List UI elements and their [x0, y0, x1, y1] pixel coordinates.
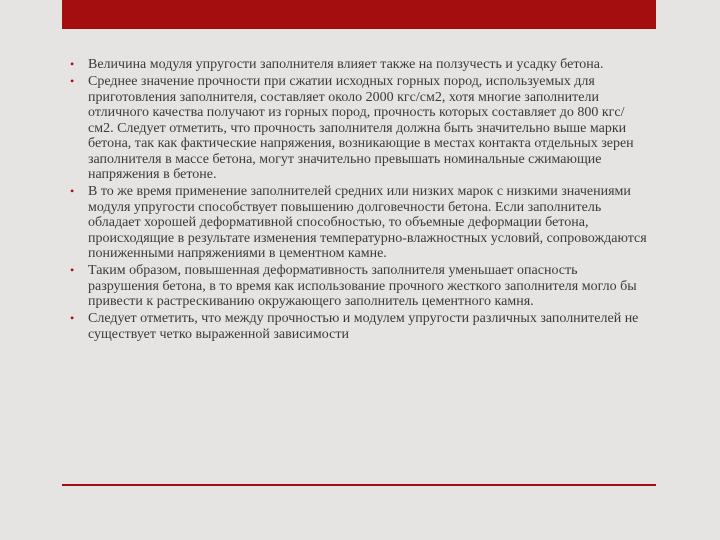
bullet-icon: • — [70, 57, 75, 71]
bullet-icon: • — [70, 311, 75, 325]
bullet-list — [70, 57, 648, 342]
bullet-item — [70, 263, 648, 310]
bullet-icon: • — [70, 184, 75, 198]
top-accent-bar — [62, 0, 656, 29]
bottom-divider — [62, 484, 656, 486]
bullet-item — [70, 57, 648, 73]
bullet-item — [70, 74, 648, 183]
bullet-text: Следует отметить, что между прочностью и модулем упругости различных заполнителей не существует четко выраженной зависимости — [88, 311, 639, 342]
bullet-text: Среднее значение прочности при сжатии исходных горных пород, используемых для приготовления заполнителя, составляет около 2000 кгс/см2, хотя многие заполнители отличного качества получают из горных пород, прочность которых составляет до 800 кгс/см2. Следует отметить, что прочность заполнителя должна быть значительно выше марки бетона, так как фактические напряжения, возникающие в местах контакта отдельных зерен заполнителя в массе бетона, могут значительно превышать номинальные сжимающие напряжения в бетоне. — [88, 74, 634, 182]
bullet-icon: • — [70, 74, 75, 88]
bullet-text: Таким образом, повышенная деформативность заполнителя уменьшает опасность разрушения бетона, в то время как использование прочного жесткого заполнителя могло бы привести к растрескиванию окружающего заполнитель цементного камня. — [88, 263, 637, 309]
bullet-icon: • — [70, 263, 75, 277]
slide-content — [70, 57, 648, 344]
bullet-text: Величина модуля упругости заполнителя влияет также на ползучесть и усадку бетона. — [88, 57, 604, 72]
bullet-item — [70, 311, 648, 342]
bullet-text: В то же время применение заполнителей средних или низких марок с низкими значениями модуля упругости способствует повышению долговечности бетона. Если заполнитель обладает хорошей деформативной способностью, то объемные деформации бетона, происходящие в результате изменения температурно-влажностных условий, сопровождаются пониженными напряжениями в цементном камне. — [88, 184, 647, 261]
bullet-item — [70, 184, 648, 262]
